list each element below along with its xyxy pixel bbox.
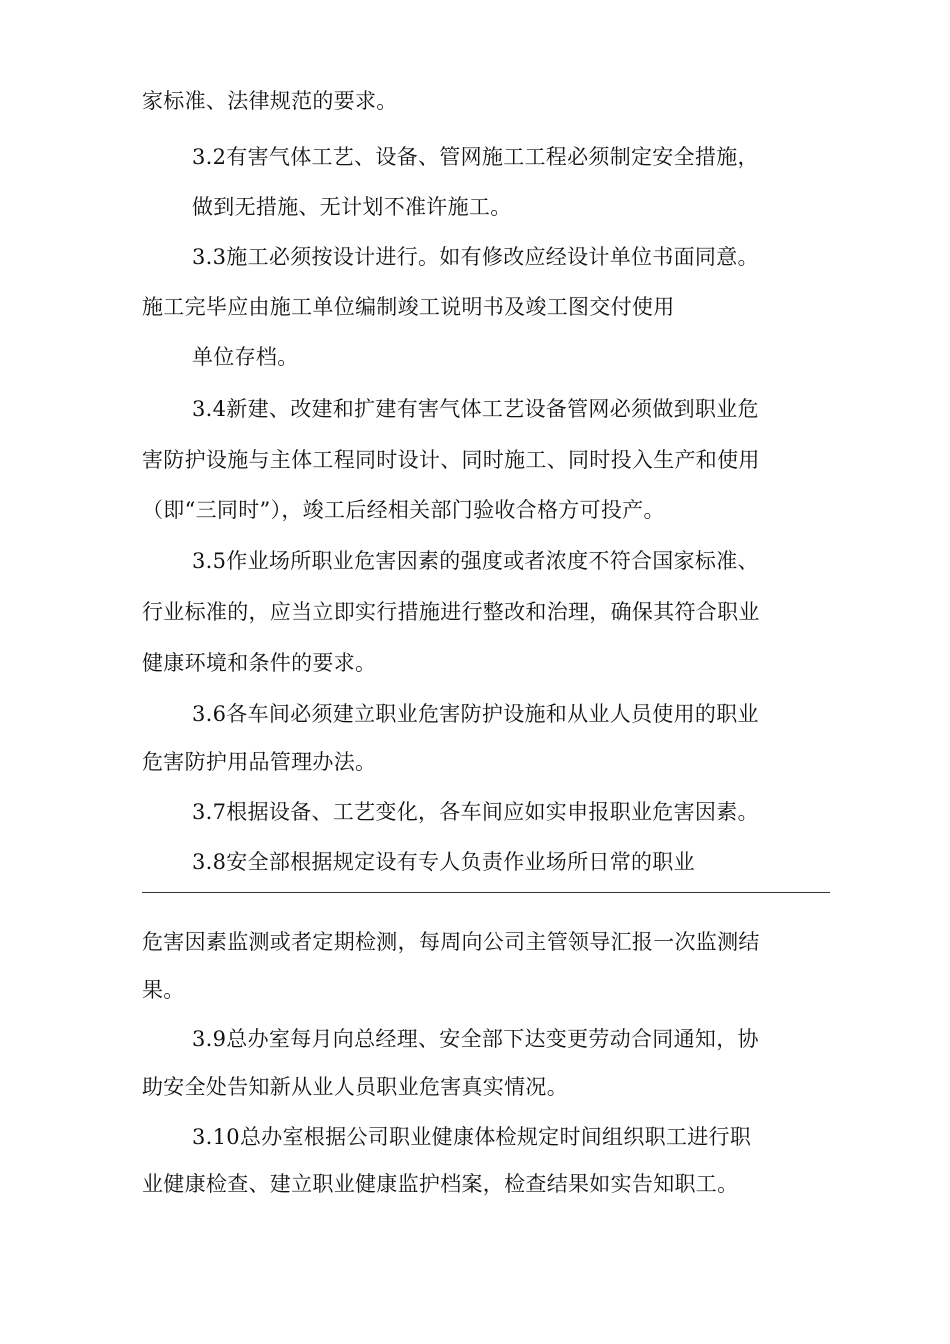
text-line: 3.10总办室根据公司职业健康体检规定时间组织职工进行职 [192,1125,752,1149]
text-line: 业健康检查、建立职业健康监护档案，检查结果如实告知职工。 [142,1172,739,1196]
text-line: 健康环境和条件的要求。 [142,651,377,675]
text-line: 危害因素监测或者定期检测，每周向公司主管领导汇报一次监测结 [142,930,760,954]
text-line: 危害防护用品管理办法。 [142,750,377,774]
text-line: 做到无措施、无计划不准许施工。 [192,195,512,219]
text-line: 3.7根据设备、工艺变化，各车间应如实申报职业危害因素。 [192,800,759,824]
text-line: （即“三同时”），竣工后经相关部门验收合格方可投产。 [142,498,665,522]
text-line: 施工完毕应由施工单位编制竣工说明书及竣工图交付使用 [142,295,675,319]
text-line: 助安全处告知新从业人员职业危害真实情况。 [142,1075,568,1099]
text-line: 3.6各车间必须建立职业危害防护设施和从业人员使用的职业 [192,702,759,726]
text-line: 3.9总办室每月向总经理、安全部下达变更劳动合同通知，协 [192,1027,759,1051]
text-line: 家标准、法律规范的要求。 [142,89,398,113]
text-line: 3.3施工必须按设计进行。如有修改应经设计单位书面同意。 [192,245,759,269]
page-divider [142,892,830,893]
text-line: 3.5作业场所职业危害因素的强度或者浓度不符合国家标准、 [192,549,759,573]
text-line: 3.2有害气体工艺、设备、管网施工工程必须制定安全措施， [192,145,759,169]
text-line: 单位存档。 [192,345,299,369]
text-line: 果。 [142,978,185,1002]
text-line: 3.8安全部根据规定设有专人负责作业场所日常的职业 [192,850,695,874]
text-line: 行业标准的，应当立即实行措施进行整改和治理，确保其符合职业 [142,600,760,624]
text-line: 3.4新建、改建和扩建有害气体工艺设备管网必须做到职业危 [192,397,759,421]
text-line: 害防护设施与主体工程同时设计、同时施工、同时投入生产和使用 [142,448,760,472]
